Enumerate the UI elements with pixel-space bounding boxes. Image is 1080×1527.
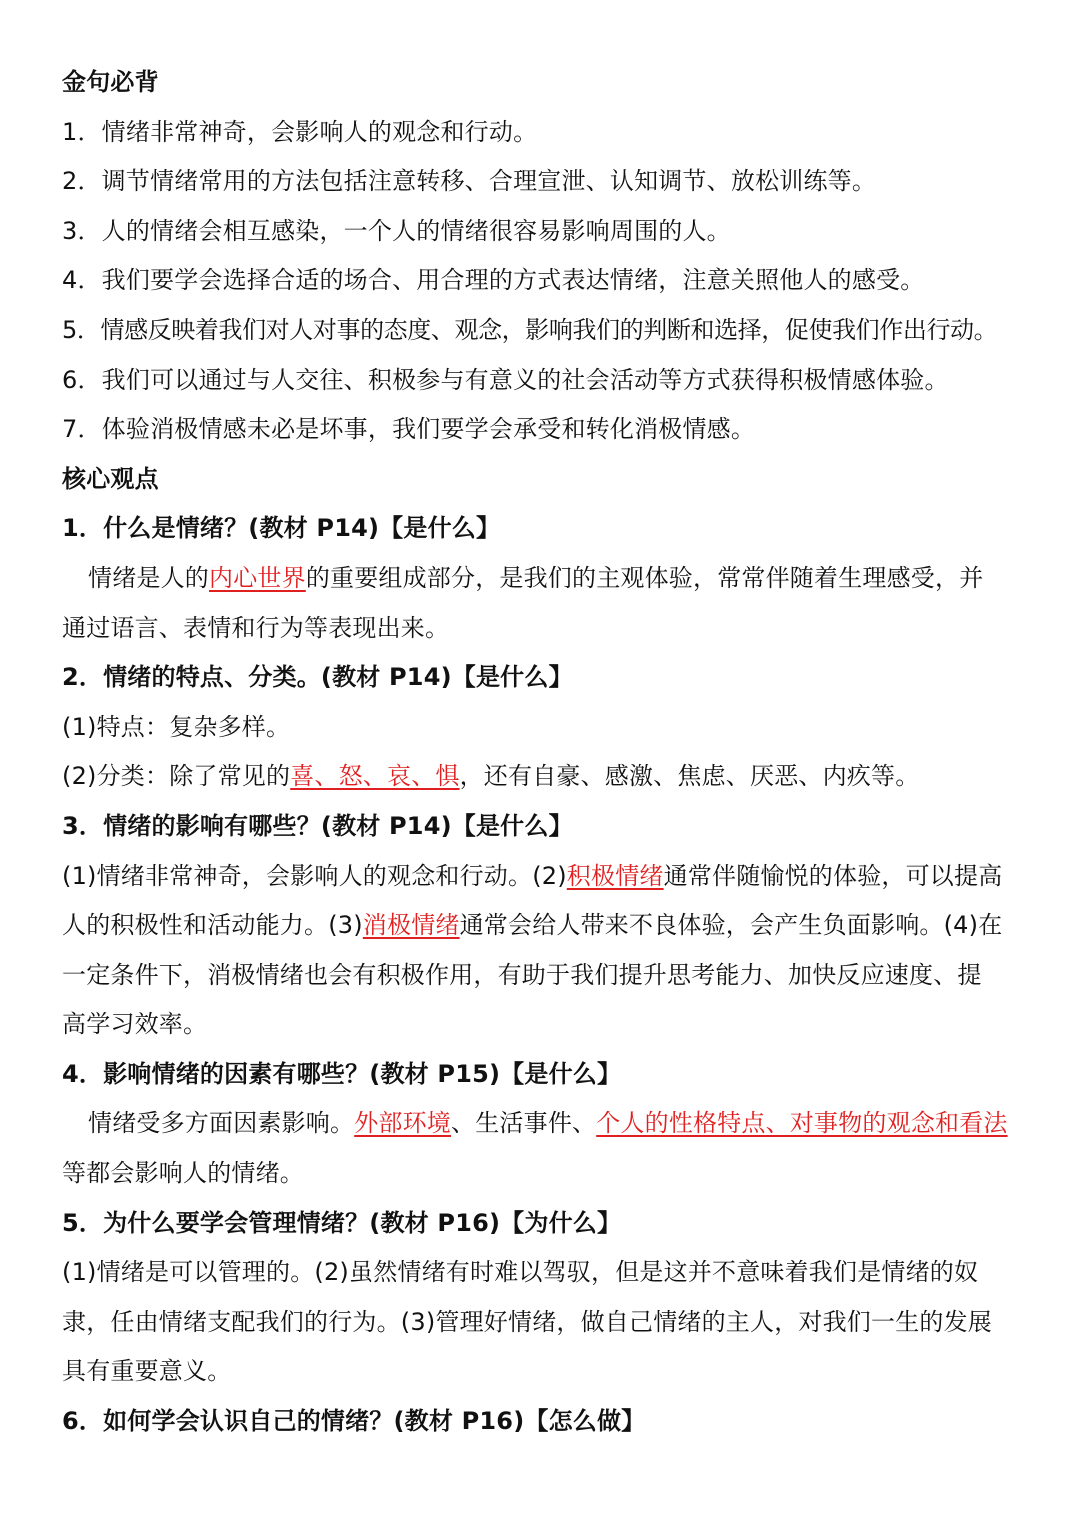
- question-1-answer-line-2: 通过语言、表情和行为等表现出来。: [62, 613, 450, 642]
- question-3-heading: 3．情绪的影响有哪些？(教材 P14)【是什么】: [62, 811, 573, 840]
- answer-text: 情绪是人的: [88, 563, 209, 592]
- answer-text: ，还有自豪、感激、焦虑、厌恶、内疚等。: [459, 762, 920, 791]
- question-3-answer-line-3: 一定条件下，消极情绪也会有积极作用，有助于我们提升思考能力、加快反应速度、提: [62, 960, 982, 989]
- question-6-heading: 6．如何学会认识自己的情绪？(教材 P16)【怎么做】: [62, 1407, 646, 1436]
- golden-sentence-4: 4．我们要学会选择合适的场合、用合理的方式表达情绪，注意关照他人的感受。: [62, 266, 925, 295]
- answer-text: 、生活事件、: [451, 1109, 597, 1138]
- highlight-keyword: 喜、怒、哀、惧: [290, 762, 460, 791]
- golden-sentence-5: 5．情感反映着我们对人对事的态度、观念，影响我们的判断和选择，促使我们作出行动。: [62, 315, 998, 344]
- question-4-answer-line-2: 等都会影响人的情绪。: [62, 1159, 304, 1188]
- answer-text: (1)情绪非常神奇，会影响人的观念和行动。(2): [62, 861, 567, 890]
- highlight-keyword: 外部环境: [354, 1109, 452, 1138]
- question-4-heading: 4．影响情绪的因素有哪些？(教材 P15)【是什么】: [62, 1059, 622, 1088]
- section-title-golden-sentences: 金句必背: [62, 68, 159, 96]
- question-2-answer-line-1: (1)特点：复杂多样。: [62, 712, 291, 741]
- question-5-heading: 5．为什么要学会管理情绪？(教材 P16)【为什么】: [62, 1208, 622, 1237]
- question-4-answer-line-1: [62, 1099, 1040, 1149]
- answer-text: (2)分类：除了常见的: [62, 762, 291, 791]
- highlight-keyword: 个人的性格特点、对事物的观念和看法: [596, 1109, 1008, 1138]
- question-3-answer-line-1: [62, 852, 1040, 902]
- highlight-keyword: 消极情绪: [362, 911, 460, 940]
- question-3-answer-line-2: [62, 901, 1040, 951]
- question-3-answer-line-4: 高学习效率。: [62, 1010, 208, 1039]
- question-2-answer-line-2: [62, 752, 1040, 802]
- answer-text: 人的积极性和活动能力。(3): [62, 911, 363, 940]
- question-5-answer-line-2: 隶，任由情绪支配我们的行为。(3)管理好情绪，做自己情绪的主人，对我们一生的发展: [62, 1307, 992, 1336]
- highlight-keyword: 积极情绪: [566, 861, 664, 890]
- section-title-core-views: 核心观点: [62, 464, 159, 493]
- highlight-keyword: 内心世界: [209, 563, 306, 592]
- answer-text: 通常伴随愉悦的体验，可以提高: [663, 861, 1003, 890]
- answer-text: 通常会给人带来不良体验，会产生负面影响。(4)在: [459, 911, 1003, 940]
- golden-sentence-7: 7．体验消极情感未必是坏事，我们要学会承受和转化消极情感。: [62, 415, 756, 444]
- question-5-answer-line-1: (1)情绪是可以管理的。(2)虽然情绪有时难以驾驭，但是这并不意味着我们是情绪的奴: [62, 1258, 979, 1287]
- question-5-answer-line-3: 具有重要意义。: [62, 1357, 232, 1386]
- question-1-answer-line-1: [62, 554, 1040, 604]
- answer-text: 情绪受多方面因素影响。: [88, 1109, 355, 1138]
- question-2-heading: 2．情绪的特点、分类。(教材 P14)【是什么】: [62, 663, 573, 692]
- golden-sentence-6: 6．我们可以通过与人交往、积极参与有意义的社会活动等方式获得积极情感体验。: [62, 365, 949, 394]
- golden-sentence-2: 2．调节情绪常用的方法包括注意转移、合理宣泄、认知调节、放松训练等。: [62, 167, 877, 196]
- question-1-heading: 1．什么是情绪？(教材 P14)【是什么】: [62, 514, 501, 543]
- golden-sentence-1: 1．情绪非常神奇，会影响人的观念和行动。: [62, 117, 538, 146]
- golden-sentence-3: 3．人的情绪会相互感染，一个人的情绪很容易影响周围的人。: [62, 216, 731, 245]
- answer-text: 的重要组成部分，是我们的主观体验，常常伴随着生理感受，并: [305, 563, 984, 592]
